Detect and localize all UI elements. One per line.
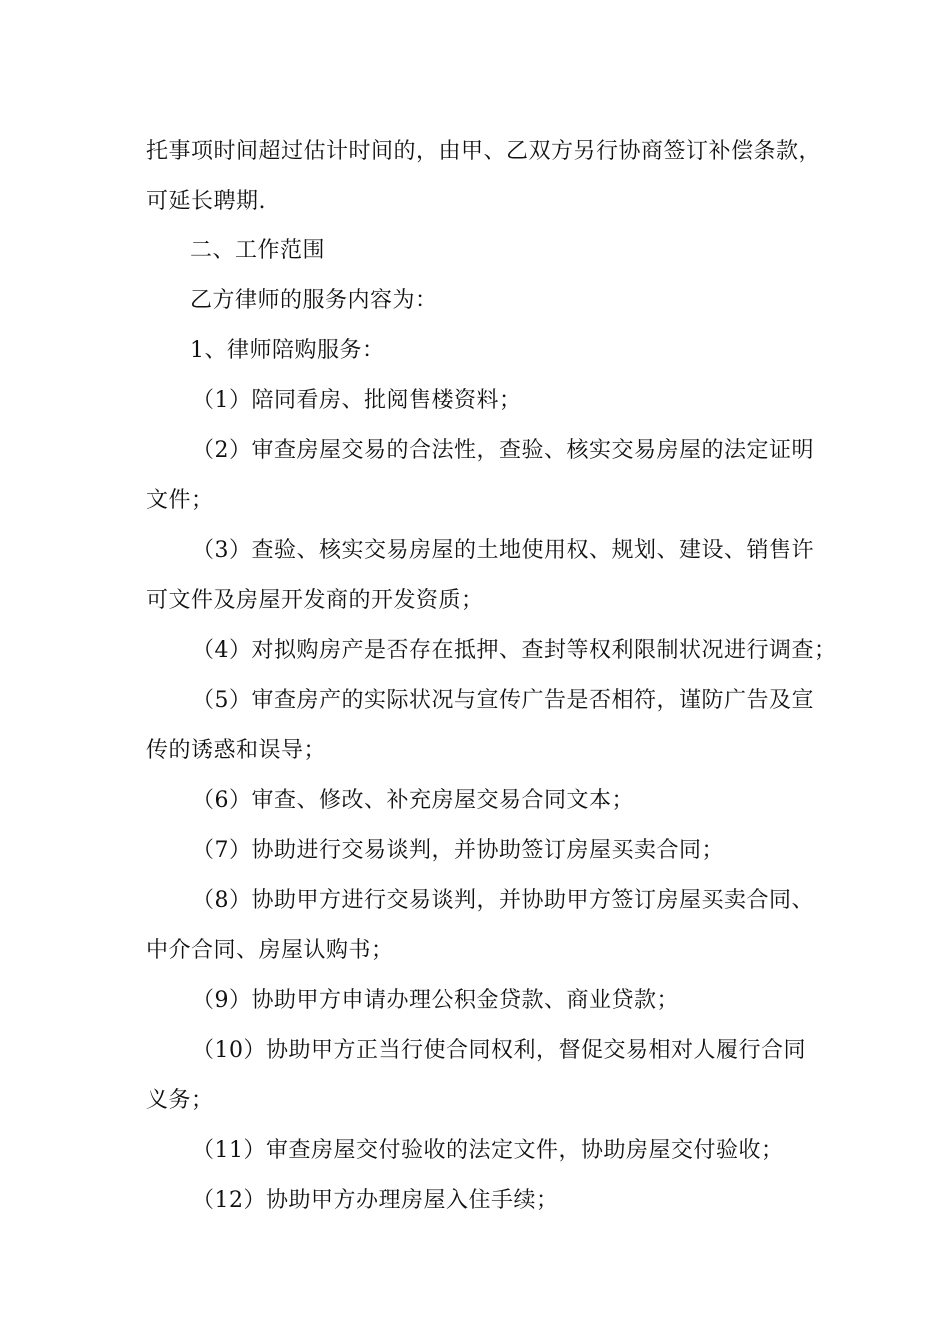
list-item-2: （2）审查房屋交易的合法性，查验、核实交易房屋的法定证明 bbox=[192, 438, 814, 463]
list-item-10: （10）协助甲方正当行使合同权利，督促交易相对人履行合同 bbox=[192, 1038, 806, 1063]
list-item-11: （11）审查房屋交付验收的法定文件，协助房屋交付验收； bbox=[192, 1138, 784, 1163]
list-item-12: （12）协助甲方办理房屋入住手续； bbox=[192, 1188, 559, 1213]
text-line-4: 乙方律师的服务内容为： bbox=[190, 288, 438, 313]
list-item-1: （1）陪同看房、批阅售楼资料； bbox=[192, 388, 522, 413]
list-item-10-cont: 义务； bbox=[146, 1088, 214, 1113]
list-item-2-cont: 文件； bbox=[146, 488, 214, 513]
list-item-9: （9）协助甲方申请办理公积金贷款、商业贷款； bbox=[192, 988, 679, 1013]
section-heading-work-scope: 二、工作范围 bbox=[190, 238, 326, 263]
list-item-8-cont: 中介合同、房屋认购书； bbox=[146, 938, 394, 963]
text-line-5: 1、律师陪购服务： bbox=[190, 338, 385, 363]
list-item-6: （6）审查、修改、补充房屋交易合同文本； bbox=[192, 788, 634, 813]
text-line-1: 托事项时间超过估计时间的，由甲、乙双方另行协商签订补偿条款， bbox=[146, 139, 822, 164]
list-item-7: （7）协助进行交易谈判，并协助签订房屋买卖合同； bbox=[192, 838, 724, 863]
list-item-3-cont: 可文件及房屋开发商的开发资质； bbox=[146, 588, 484, 613]
list-item-5: （5）审查房产的实际状况与宣传广告是否相符，谨防广告及宣 bbox=[192, 688, 814, 713]
list-item-5-cont: 传的诱惑和误导； bbox=[146, 738, 327, 763]
text-line-2: 可延长聘期. bbox=[146, 189, 266, 214]
list-item-3: （3）查验、核实交易房屋的土地使用权、规划、建设、销售许 bbox=[192, 538, 814, 563]
list-item-4: （4）对拟购房产是否存在抵押、查封等权利限制状况进行调查； bbox=[192, 638, 837, 663]
list-item-8: （8）协助甲方进行交易谈判，并协助甲方签订房屋买卖合同、 bbox=[192, 888, 814, 913]
